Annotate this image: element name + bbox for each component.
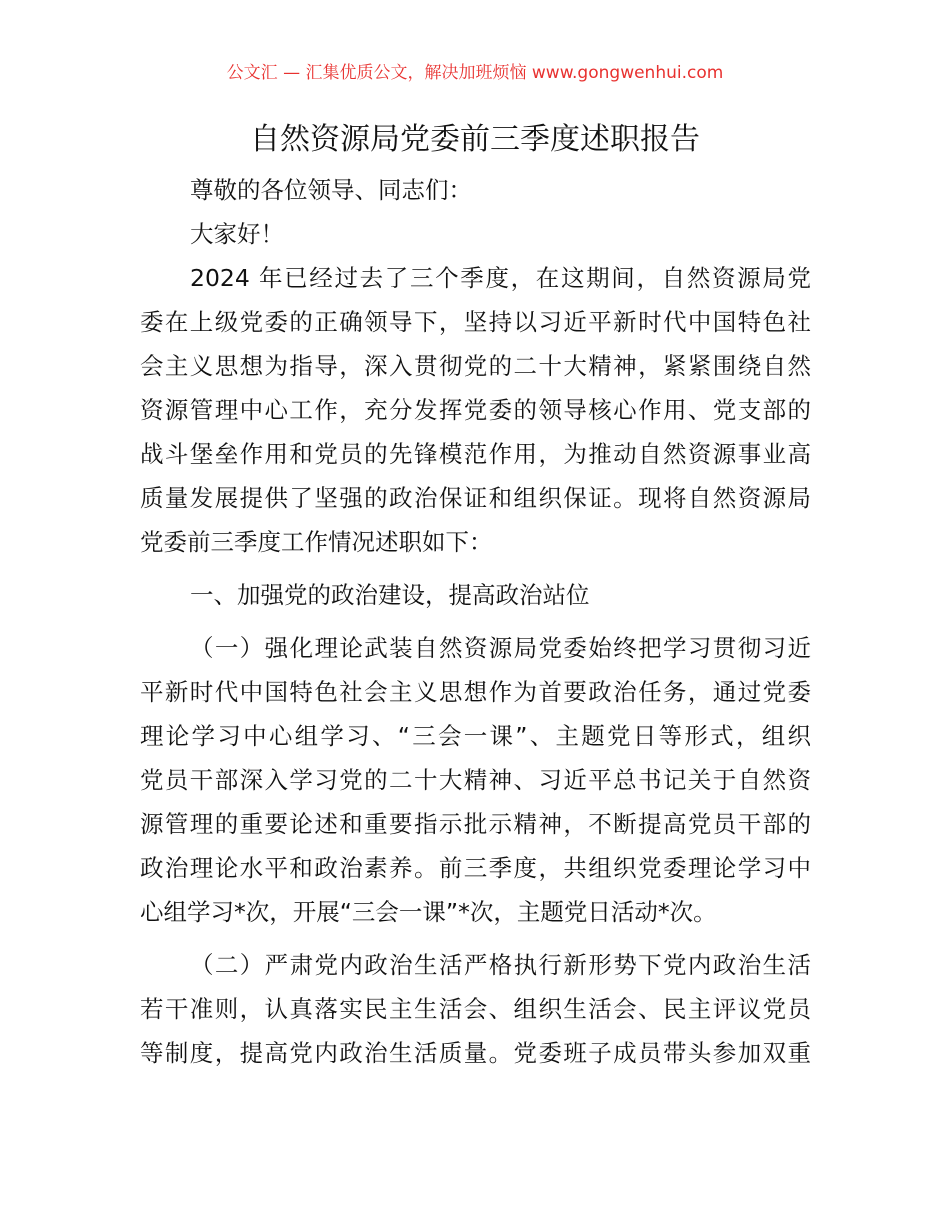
paragraph: [140, 578, 811, 622]
text-line: 2024 年已经过去了三个季度，在这期间，自然资源局党: [190, 264, 811, 292]
text-line: 等制度，提高党内政治生活质量。党委班子成员带头参加双重: [140, 1039, 811, 1067]
text-line: 源管理的重要论述和重要指示批示精神，不断提高党员干部的: [140, 810, 811, 838]
document-body: [140, 173, 811, 1089]
paragraph: [140, 173, 811, 217]
watermark-banner: 公文汇 — 汇集优质公文，解决加班烦恼 www.gongwenhui.com: [226, 63, 724, 83]
text-line: 质量发展提供了坚强的政治保证和组织保证。现将自然资源局: [140, 484, 811, 512]
text-line: 委在上级党委的正确领导下，坚持以习近平新时代中国特色社: [140, 308, 811, 336]
text-line: 大家好！: [190, 220, 284, 248]
text-line: 政治理论水平和政治素养。前三季度，共组织党委理论学习中: [140, 854, 811, 882]
text-line: 若干准则，认真落实民主生活会、组织生活会、民主评议党员: [140, 995, 811, 1023]
text-line: 理论学习中心组学习、“三会一课”、主题党日等形式，组织: [140, 722, 811, 750]
text-line: 尊敬的各位领导、同志们：: [190, 176, 472, 204]
text-line: 资源管理中心工作，充分发挥党委的领导核心作用、党支部的: [140, 396, 811, 424]
text-line: （一）强化理论武装自然资源局党委始终把学习贯彻习近: [190, 634, 811, 662]
text-line: 平新时代中国特色社会主义思想作为首要政治任务，通过党委: [140, 678, 811, 706]
paragraph: [140, 948, 811, 1080]
text-line: （二）严肃党内政治生活严格执行新形势下党内政治生活: [190, 951, 811, 979]
text-line: 心组学习*次，开展“三会一课”*次，主题党日活动*次。: [140, 898, 717, 926]
text-line: 一、加强党的政治建设，提高政治站位: [190, 581, 590, 609]
text-line: 会主义思想为指导，深入贯彻党的二十大精神，紧紧围绕自然: [140, 352, 811, 380]
text-line: 党员干部深入学习党的二十大精神、习近平总书记关于自然资: [140, 766, 811, 794]
text-line: 党委前三季度工作情况述职如下：: [140, 528, 493, 556]
document-title: 自然资源局党委前三季度述职报告: [250, 122, 700, 157]
paragraph: [140, 261, 811, 569]
text-line: 战斗堡垒作用和党员的先锋模范作用，为推动自然资源事业高: [140, 440, 811, 468]
paragraph: [140, 217, 811, 261]
paragraph: [140, 631, 811, 939]
